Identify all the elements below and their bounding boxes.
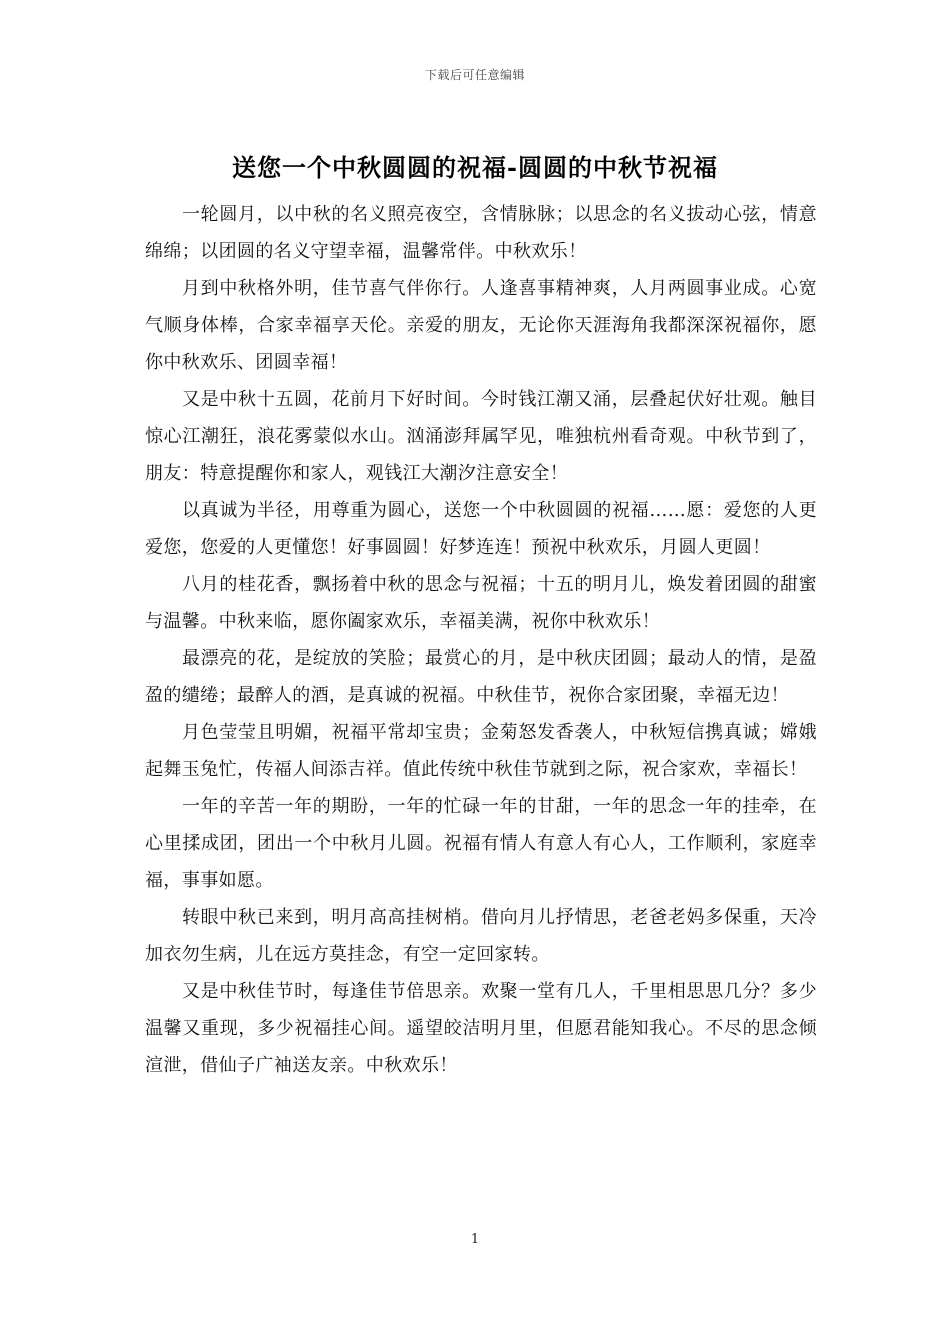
paragraph: 转眼中秋已来到，明月高高挂树梢。借向月儿抒情思，老爸老妈多保重，天冷加衣勿生病，儿在远方莫挂念，有空一定回家转。	[145, 907, 817, 965]
paragraph: 又是中秋十五圆，花前月下好时间。今时钱江潮又涌，层叠起伏好壮观。触目惊心江潮狂，浪花雾蒙似水山。汹涌澎拜属罕见，唯独杭州看奇观。中秋节到了，朋友：特意提醒你和家人，观钱江大潮汐注意安全！	[145, 389, 817, 484]
paragraph: 又是中秋佳节时，每逢佳节倍思亲。欢聚一堂有几人，千里相思思几分？多少温馨又重现，多少祝福挂心间。遥望皎洁明月里，但愿君能知我心。不尽的思念倾渲泄，借仙子广袖送友亲。中秋欢乐！	[145, 981, 817, 1076]
header-note: 下载后可任意编辑	[424, 68, 525, 82]
paragraph: 最漂亮的花，是绽放的笑脸；最赏心的月，是中秋庆团圆；最动人的情，是盈盈的缱绻；最醉人的酒，是真诚的祝福。中秋佳节，祝你合家团聚，幸福无边！	[145, 648, 817, 706]
document-body	[145, 196, 817, 1084]
document-title: 送您一个中秋圆圆的祝福-圆圆的中秋节祝福	[232, 153, 718, 182]
paragraph: 一年的辛苦一年的期盼，一年的忙碌一年的甘甜，一年的思念一年的挂牵，在心里揉成团，团出一个中秋月儿圆。祝福有情人有意人有心人，工作顺利，家庭幸福，事事如愿。	[145, 796, 817, 891]
paragraph: 八月的桂花香，飘扬着中秋的思念与祝福；十五的明月儿，焕发着团圆的甜蜜与温馨。中秋来临，愿你阖家欢乐，幸福美满，祝你中秋欢乐！	[145, 574, 817, 632]
paragraph: 一轮圆月，以中秋的名义照亮夜空，含情脉脉；以思念的名义拔动心弦，情意绵绵；以团圆的名义守望幸福，温馨常伴。中秋欢乐！	[145, 204, 817, 262]
paragraph: 月色莹莹且明媚，祝福平常却宝贵；金菊怒发香袭人，中秋短信携真诚；嫦娥起舞玉兔忙，传福人间添吉祥。值此传统中秋佳节就到之际，祝合家欢，幸福长！	[145, 722, 817, 780]
page-number: 1	[470, 1232, 480, 1247]
paragraph: 月到中秋格外明，佳节喜气伴你行。人逢喜事精神爽，人月两圆事业成。心宽气顺身体棒，合家幸福享天伦。亲爱的朋友，无论你天涯海角我都深深祝福你，愿你中秋欢乐、团圆幸福！	[145, 278, 817, 373]
paragraph: 以真诚为半径，用尊重为圆心，送您一个中秋圆圆的祝福……愿：爱您的人更爱您，您爱的人更懂您！好事圆圆！好梦连连！预祝中秋欢乐，月圆人更圆！	[145, 500, 817, 558]
